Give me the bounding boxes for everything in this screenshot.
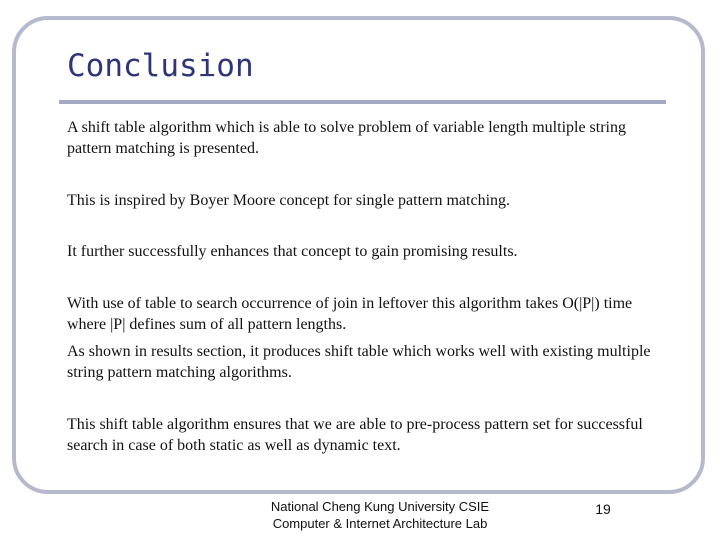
footer-line-lab: Computer & Internet Architecture Lab (272, 516, 488, 531)
title-divider (59, 100, 666, 104)
page-number: 19 (595, 501, 611, 517)
paragraph-preprocess: This shift table algorithm ensures that we are able to pre-process pattern set for successful search in case of both static as well as dynamic text. (67, 416, 643, 454)
footer-line-university: National Cheng Kung University CSIE (270, 499, 490, 514)
paragraph-inspiration: This is inspired by Boyer Moore concept for single pattern matching. (67, 192, 511, 209)
paragraph-complexity: With use of table to search occurrence of join in leftover this algorithm takes O(|P|) time where |P| defines sum of all pattern lengths. (67, 295, 633, 333)
paragraph-enhancement: It further successfully enhances that concept to gain promising results. (67, 243, 518, 260)
paragraph-results: As shown in results section, it produces shift table which works well with existing multiple string pattern matching algorithms. (67, 343, 651, 381)
footer-institution (245, 498, 515, 532)
slide-title: Conclusion (67, 48, 254, 84)
paragraph-summary: A shift table algorithm which is able to solve problem of variable length multiple string pattern matching is presented. (67, 119, 626, 157)
